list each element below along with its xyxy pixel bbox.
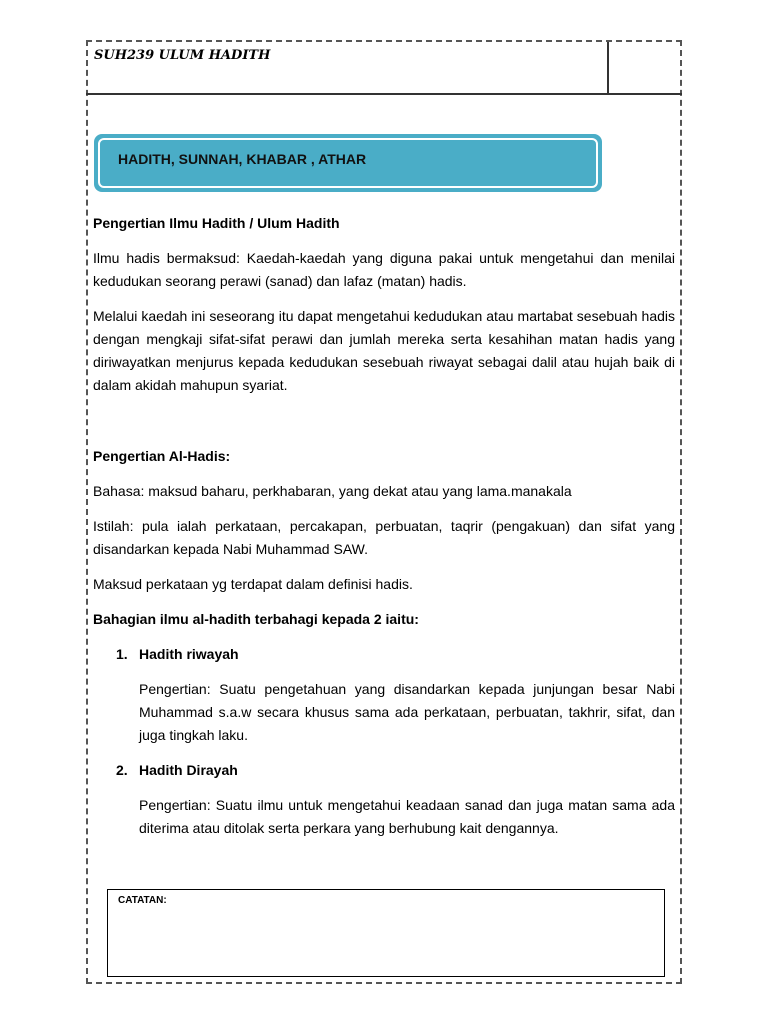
ilmu-hadith-heading: Pengertian Ilmu Hadith / Ulum Hadith — [93, 215, 340, 231]
al-hadis-heading: Pengertian Al-Hadis: — [93, 448, 231, 464]
maksud-note: Maksud perkataan yg terdapat dalam definisi hadis. — [93, 576, 413, 592]
list-description: Pengertian: Suatu ilmu untuk mengetahui keadaan sanad dan juga matan sama ada diterima atau ditolak serta perkara yang berhubung kait dengannya. — [139, 797, 675, 836]
list-label: Hadith riwayah — [139, 646, 239, 662]
bahasa-definition: Bahasa: maksud baharu, perkhabaran, yang dekat atau yang lama.manakala — [93, 483, 572, 499]
notes-label: CATATAN: — [118, 895, 167, 906]
list-number: 1. — [116, 646, 128, 662]
list-label: Hadith Dirayah — [139, 762, 238, 778]
istilah-definition: Istilah: pula ialah perkataan, percakapan, perbuatan, taqrir (pengakuan) dan sifat yang disandarkan kepada Nabi Muhammad SAW. — [93, 518, 675, 557]
bahagian-heading: Bahagian ilmu al-hadith terbahagi kepada 2 iaitu: — [93, 611, 419, 627]
ilmu-hadith-explanation: Melalui kaedah ini seseorang itu dapat mengetahui kedudukan atau martabat sesebuah hadis dengan mengkaji sifat-sifat perawi dan jumlah mereka serta kesahihan matan hadis yang diriwayatkan menjurus kepada kedudukan sesebuah riwayat sebagai dalil atau hujah baik di dalam akidah mahupun syariat. — [93, 308, 675, 393]
list-description: Pengertian: Suatu pengetahuan yang disandarkan kepada junjungan besar Nabi Muhammad s.a.w secara khusus sama ada perkataan, perbuatan, takhrir, sifat, dan juga tingkah laku. — [139, 681, 675, 743]
list-item — [93, 643, 675, 666]
course-code: SUH239 ULUM HADITH — [94, 48, 271, 63]
list-item — [93, 759, 675, 782]
section-title: HADITH, SUNNAH, KHABAR , ATHAR — [118, 151, 367, 167]
list-number: 2. — [116, 762, 128, 778]
document-body — [93, 212, 675, 840]
ilmu-hadith-definition: Ilmu hadis bermaksud: Kaedah-kaedah yang diguna pakai untuk mengetahui dan menilai kedudukan seorang perawi (sanad) dan lafaz (matan) hadis. — [93, 250, 675, 289]
notes-box[interactable] — [107, 889, 665, 977]
header-divider — [607, 42, 609, 94]
